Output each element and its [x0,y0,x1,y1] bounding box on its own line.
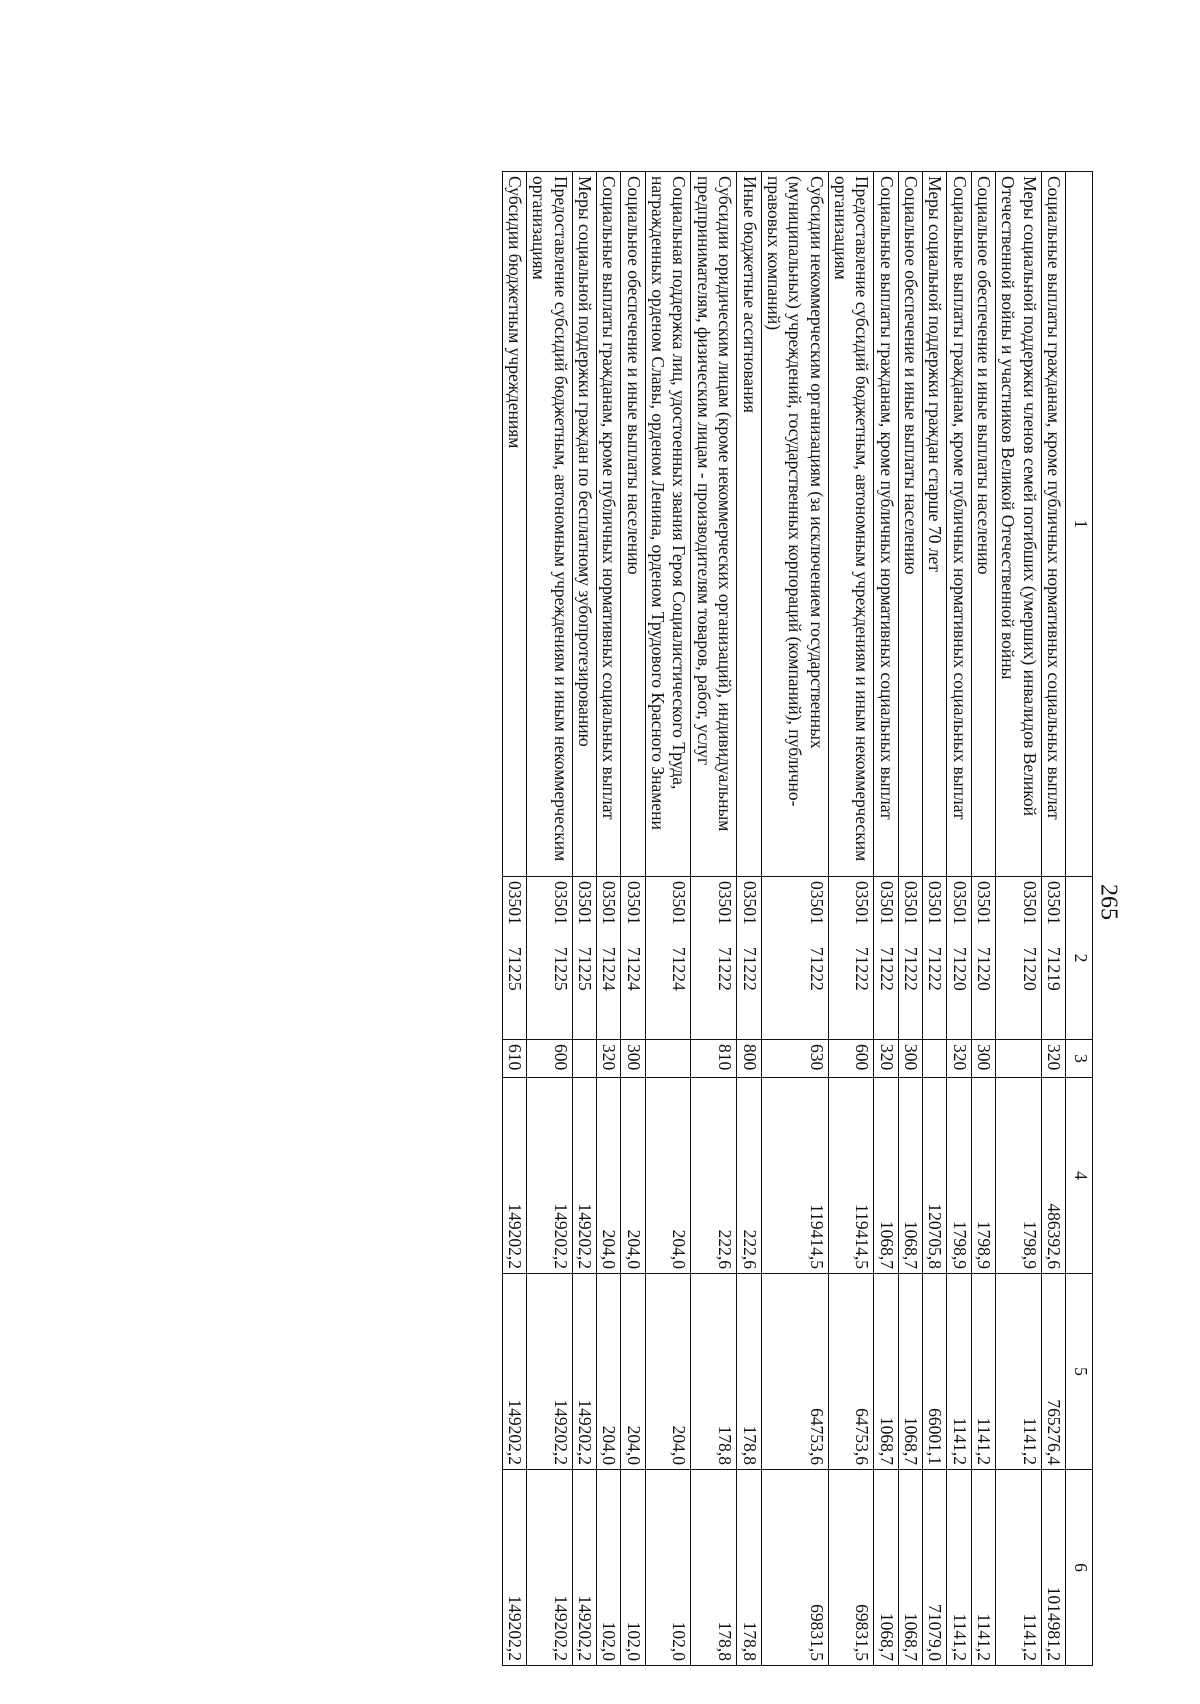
row-code [645,877,691,1040]
table-row [572,172,596,1666]
row-name: Предоставление субсидий бюджетным, автономным учреждениям и иным некоммерческим организациям [527,172,573,877]
expense-type-code: 320 [597,1040,621,1078]
target-article-code: 71225 [550,947,571,991]
expense-type-code: 300 [898,1040,922,1078]
expense-type-code [572,1040,596,1078]
amount-col-6: 1141,2 [971,1470,995,1666]
row-name: Социальные выплаты гражданам, кроме публичных нормативных социальных выплат [874,172,898,877]
section-code: 03501 [925,881,946,925]
amount-col-5: 1141,2 [971,1274,995,1470]
amount-col-4: 1068,7 [874,1078,898,1274]
section-code: 03501 [1044,881,1064,925]
amount-col-4: 222,6 [737,1078,761,1274]
row-code [947,877,971,1040]
target-article-code: 71222 [925,947,946,991]
row-code [527,877,573,1040]
target-article-code: 71222 [806,947,827,991]
header-col-1: 1 [1066,172,1093,877]
row-code [922,877,946,1040]
amount-col-6: 102,0 [645,1470,691,1666]
table-row [971,172,995,1666]
amount-col-6: 1068,7 [874,1470,898,1666]
row-name: Иные бюджетные ассигнования [737,172,761,877]
row-code [874,877,898,1040]
amount-col-6: 1014981,2 [1041,1470,1065,1666]
row-code [828,877,874,1040]
header-col-5: 5 [1066,1274,1093,1470]
amount-col-6: 71079,0 [922,1470,946,1666]
target-article-code: 71222 [852,947,873,991]
expense-type-code [995,1040,1041,1078]
table-row [828,172,874,1666]
target-article-code: 71219 [1044,947,1064,991]
amount-col-5: 149202,2 [527,1274,573,1470]
table-row [527,172,573,1666]
table-row [874,172,898,1666]
rotated-page-content [502,171,1093,1665]
row-code [971,877,995,1040]
expense-type-code: 630 [761,1040,828,1078]
section-code: 03501 [973,881,994,925]
amount-col-4: 1798,9 [971,1078,995,1274]
amount-col-4: 149202,2 [502,1078,526,1274]
row-name: Социальная поддержка лиц, удостоенных звания Героя Социалистического Труда, награжденных орденом Славы, орденом Ленина, орденом Трудового Красного Знамени [645,172,691,877]
expense-type-code: 600 [828,1040,874,1078]
expense-type-code: 300 [971,1040,995,1078]
table-row [621,172,645,1666]
amount-col-6: 178,8 [691,1470,737,1666]
expense-type-code: 600 [527,1040,573,1078]
header-col-3: 3 [1066,1040,1093,1078]
expense-type-code: 810 [691,1040,737,1078]
expense-type-code: 300 [621,1040,645,1078]
table-row [691,172,737,1666]
amount-col-4: 204,0 [645,1078,691,1274]
section-code: 03501 [669,881,690,925]
target-article-code: 71222 [739,947,760,991]
target-article-code: 71220 [949,947,970,991]
amount-col-5: 1141,2 [947,1274,971,1470]
amount-col-6: 149202,2 [527,1470,573,1666]
section-code: 03501 [715,881,736,925]
row-name: Меры социальной поддержки членов семей погибших (умерших) инвалидов Великой Отечественной войны и участников Великой Отечественной войны [995,172,1041,877]
amount-col-4: 222,6 [691,1078,737,1274]
amount-col-5: 178,8 [737,1274,761,1470]
table-row [922,172,946,1666]
table-row [1041,172,1065,1666]
section-code: 03501 [806,881,827,925]
target-article-code: 71225 [575,947,596,991]
amount-col-4: 119414,5 [828,1078,874,1274]
amount-col-4: 120705,8 [922,1078,946,1274]
target-article-code: 71224 [669,947,690,991]
row-name: Субсидии бюджетным учреждениям [502,172,526,877]
expense-type-code: 320 [1041,1040,1065,1078]
table-row [761,172,828,1666]
header-col-6: 6 [1066,1470,1093,1666]
row-name: Субсидии некоммерческим организациям (за исключением государственных (муниципальных) учреждений, государственных корпораций (компаний), публично-правовых компаний) [761,172,828,877]
page-number: 265 [1095,884,1122,920]
row-code [737,877,761,1040]
row-code [621,877,645,1040]
table-row [737,172,761,1666]
section-code: 03501 [739,881,760,925]
table-row [645,172,691,1666]
amount-col-5: 64753,6 [828,1274,874,1470]
amount-col-6: 149202,2 [502,1470,526,1666]
amount-col-4: 204,0 [597,1078,621,1274]
table-row [597,172,621,1666]
table-row [898,172,922,1666]
row-code [761,877,828,1040]
amount-col-5: 149202,2 [502,1274,526,1470]
target-article-code: 71222 [900,947,921,991]
amount-col-5: 66001,1 [922,1274,946,1470]
section-code: 03501 [505,881,526,925]
row-code [597,877,621,1040]
target-article-code: 71224 [623,947,644,991]
row-name: Социальные выплаты гражданам, кроме публичных нормативных социальных выплат [947,172,971,877]
row-name: Меры социальной поддержки граждан по бесплатному зубопротезированию [572,172,596,877]
amount-col-4: 149202,2 [572,1078,596,1274]
amount-col-6: 178,8 [737,1470,761,1666]
row-code [995,877,1041,1040]
table-body [502,172,1065,1666]
amount-col-6: 1068,7 [898,1470,922,1666]
table-row [995,172,1041,1666]
amount-col-6: 102,0 [621,1470,645,1666]
target-article-code: 71225 [505,947,526,991]
expense-type-code [645,1040,691,1078]
amount-col-5: 1068,7 [898,1274,922,1470]
amount-col-5: 765276,4 [1041,1274,1065,1470]
amount-col-5: 64753,6 [761,1274,828,1470]
row-name: Социальное обеспечение и иные выплаты населению [621,172,645,877]
header-col-4: 4 [1066,1078,1093,1274]
section-code: 03501 [599,881,620,925]
table-row [947,172,971,1666]
target-article-code: 71220 [973,947,994,991]
amount-col-4: 149202,2 [527,1078,573,1274]
section-code: 03501 [1019,881,1040,925]
amount-col-4: 119414,5 [761,1078,828,1274]
target-article-code: 71222 [715,947,736,991]
expense-type-code [922,1040,946,1078]
row-name: Субсидии юридическим лицам (кроме некоммерческих организаций), индивидуальным предпринимателям, физическим лицам - производителям товаров, работ, услуг [691,172,737,877]
amount-col-6: 149202,2 [572,1470,596,1666]
section-code: 03501 [575,881,596,925]
amount-col-6: 1141,2 [947,1470,971,1666]
amount-col-5: 149202,2 [572,1274,596,1470]
amount-col-5: 178,8 [691,1274,737,1470]
amount-col-6: 102,0 [597,1470,621,1666]
target-article-code: 71220 [1019,947,1040,991]
header-row [1066,172,1093,1666]
section-code: 03501 [876,881,897,925]
row-name: Социальное обеспечение и иные выплаты населению [971,172,995,877]
budget-table [502,171,1093,1666]
row-name: Предоставление субсидий бюджетным, автономным учреждениям и иным некоммерческим организациям [828,172,874,877]
row-code [691,877,737,1040]
section-code: 03501 [900,881,921,925]
section-code: 03501 [949,881,970,925]
section-code: 03501 [623,881,644,925]
expense-type-code: 320 [874,1040,898,1078]
row-name: Социальные выплаты гражданам, кроме публичных нормативных социальных выплат [1041,172,1065,877]
row-code [1041,877,1065,1040]
amount-col-4: 1798,9 [947,1078,971,1274]
row-code [502,877,526,1040]
amount-col-6: 1141,2 [995,1470,1041,1666]
table-header [1066,172,1093,1666]
target-article-code: 71224 [599,947,620,991]
section-code: 03501 [852,881,873,925]
amount-col-5: 1141,2 [995,1274,1041,1470]
expense-type-code: 610 [502,1040,526,1078]
amount-col-4: 1798,9 [995,1078,1041,1274]
target-article-code: 71222 [876,947,897,991]
amount-col-5: 1068,7 [874,1274,898,1470]
amount-col-4: 204,0 [621,1078,645,1274]
row-code [572,877,596,1040]
amount-col-6: 69831,5 [828,1470,874,1666]
expense-type-code: 800 [737,1040,761,1078]
amount-col-4: 1068,7 [898,1078,922,1274]
amount-col-5: 204,0 [621,1274,645,1470]
row-name: Социальное обеспечение и иные выплаты населению [898,172,922,877]
expense-type-code: 320 [947,1040,971,1078]
row-name: Социальные выплаты гражданам, кроме публичных нормативных социальных выплат [597,172,621,877]
header-col-2: 2 [1066,877,1093,1040]
amount-col-6: 69831,5 [761,1470,828,1666]
amount-col-5: 204,0 [597,1274,621,1470]
table-row [502,172,526,1666]
row-name: Меры социальной поддержки граждан старше 70 лет [922,172,946,877]
section-code: 03501 [550,881,571,925]
amount-col-4: 486392,6 [1041,1078,1065,1274]
amount-col-5: 204,0 [645,1274,691,1470]
row-code [898,877,922,1040]
